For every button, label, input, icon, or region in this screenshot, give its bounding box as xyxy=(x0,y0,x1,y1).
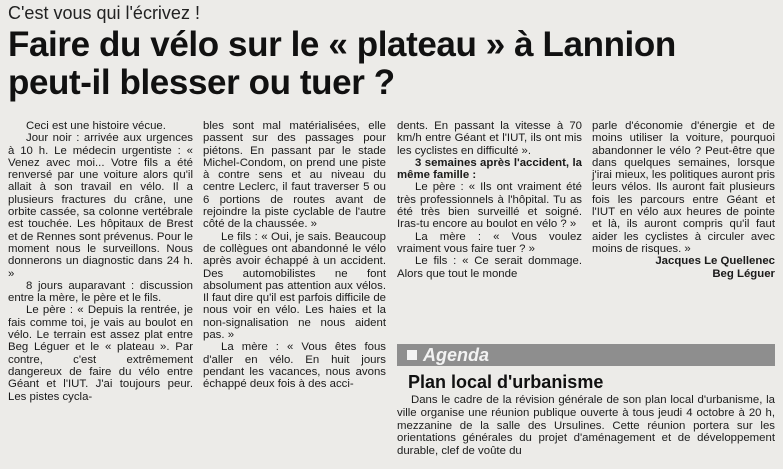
article-column-4 xyxy=(592,120,775,280)
article-column-1 xyxy=(8,120,193,403)
article-paragraph: 3 semaines après l'accident, la même famille : xyxy=(397,156,582,182)
agenda-label xyxy=(407,345,489,366)
agenda-body xyxy=(397,394,775,458)
article-paragraph: Jour noir : arrivée aux urgences à 10 h. Le médecin urgentiste : « Venez avec moi... Votre fils a été renversé par une voiture alors qu'il allait à son travail en vélo. Il a plusieurs fractures du crâne, une orbite cassée, sa colonne vertébrale est touchée. Les hôpitaux de Brest et de Rennes sont prévenus. Pour le moment nous le surveillons. Nous donnerons un diagnostic dans 24 h. » xyxy=(8,132,193,280)
agenda-title: Plan local d'urbanisme xyxy=(408,372,604,392)
article-paragraph: La mère : « Vous voulez vraiment vous faire tuer ? » xyxy=(397,230,582,255)
headline xyxy=(8,26,778,102)
agenda-label-text: Agenda xyxy=(423,345,490,365)
article-paragraph: 8 jours auparavant : discussion entre la mère, le père et le fils. xyxy=(8,279,193,305)
article-column-3 xyxy=(397,120,582,280)
article-paragraph: dents. En passant la vitesse à 70 km/h entre Géant et l'IUT, ils ont mis les cyclistes en difficulté ». xyxy=(397,120,582,157)
agenda-paragraph: Dans le cadre de la révision générale de son plan local d'urbanisme, la ville organise une réunion publique ouverte à tous jeudi 4 octobre à 20 h, mezzanine de la salle des Ursulines. Cette réunion portera sur les orientations générales du projet d'aménagement et de développement durable, clef de voûte du xyxy=(397,394,775,458)
article-paragraph: parle d'économie d'énergie et de moins utiliser la voiture, pourquoi abandonner le vélo ? Peut-être que dans quelques semaines, lorsque j'irai mieux, les politiques auront pris leurs vélos. Ils auront fait plusieurs fois les parcours entre Géant et l'IUT en vélo aux heures de pointe et là, ils auront compris qu'il faut aider les cyclistes à circuler avec moins de risques. » xyxy=(592,120,775,255)
article-paragraph: Le fils : « Oui, je sais. Beaucoup de collègues ont abandonné le vélo après avoir échappé à un accident. Des automobilistes ne font absolument pas attention aux vélos. Il faut dire qu'il est parfois difficile de nous voir en vélo. Les haies et la non-signalisation ne nous aident pas. » xyxy=(203,230,386,342)
article-paragraph: Le fils : « Ce serait dommage. Alors que tout le monde xyxy=(397,255,582,280)
headline-line-1: Faire du vélo sur le « plateau » à Lannion xyxy=(8,25,676,64)
article-paragraph: Le père : « Ils ont vraiment été très professionnels à l'hôpital. Tu as été très bien surveillé et soigné. Iras-tu encore au boulot en vélo ? » xyxy=(397,181,582,231)
signature-name: Jacques Le Quellenec xyxy=(655,255,775,268)
agenda-banner xyxy=(397,344,775,366)
article-column-2 xyxy=(203,120,386,391)
article-paragraph: La mère : « Vous êtes fous d'aller en vélo. En huit jours pendant les vacances, nous avons échappé deux fois à des acci- xyxy=(203,341,386,391)
square-icon xyxy=(407,350,417,360)
article-paragraph: Ceci est une histoire vécue. xyxy=(26,120,166,132)
article-paragraph: Le père : « Depuis la rentrée, je fais comme toi, je vais au boulot en vélo. Le terrain est assez plat entre Beg Léguer et le « plateau ». Par contre, c'est extrêmement dangereux de faire du vélo entre Géant et l'IUT. J'ai toujours peur. Les pistes cycla- xyxy=(8,304,193,403)
section-kicker: C'est vous qui l'écrivez ! xyxy=(8,3,200,23)
headline-line-2: peut-il blesser ou tuer ? xyxy=(8,63,395,102)
article-paragraph: bles sont mal matérialisées, elle passent sur des passages pour piétons. En passant par le stade Michel-Condom, on prend une piste à contre sens et au niveau du centre Leclerc, il faut traverser 5 ou 6 portions de routes avant de rejoindre la piste cyclable de l'autre côté de la chaussée. » xyxy=(203,120,386,231)
signature-place: Beg Léguer xyxy=(712,267,775,280)
